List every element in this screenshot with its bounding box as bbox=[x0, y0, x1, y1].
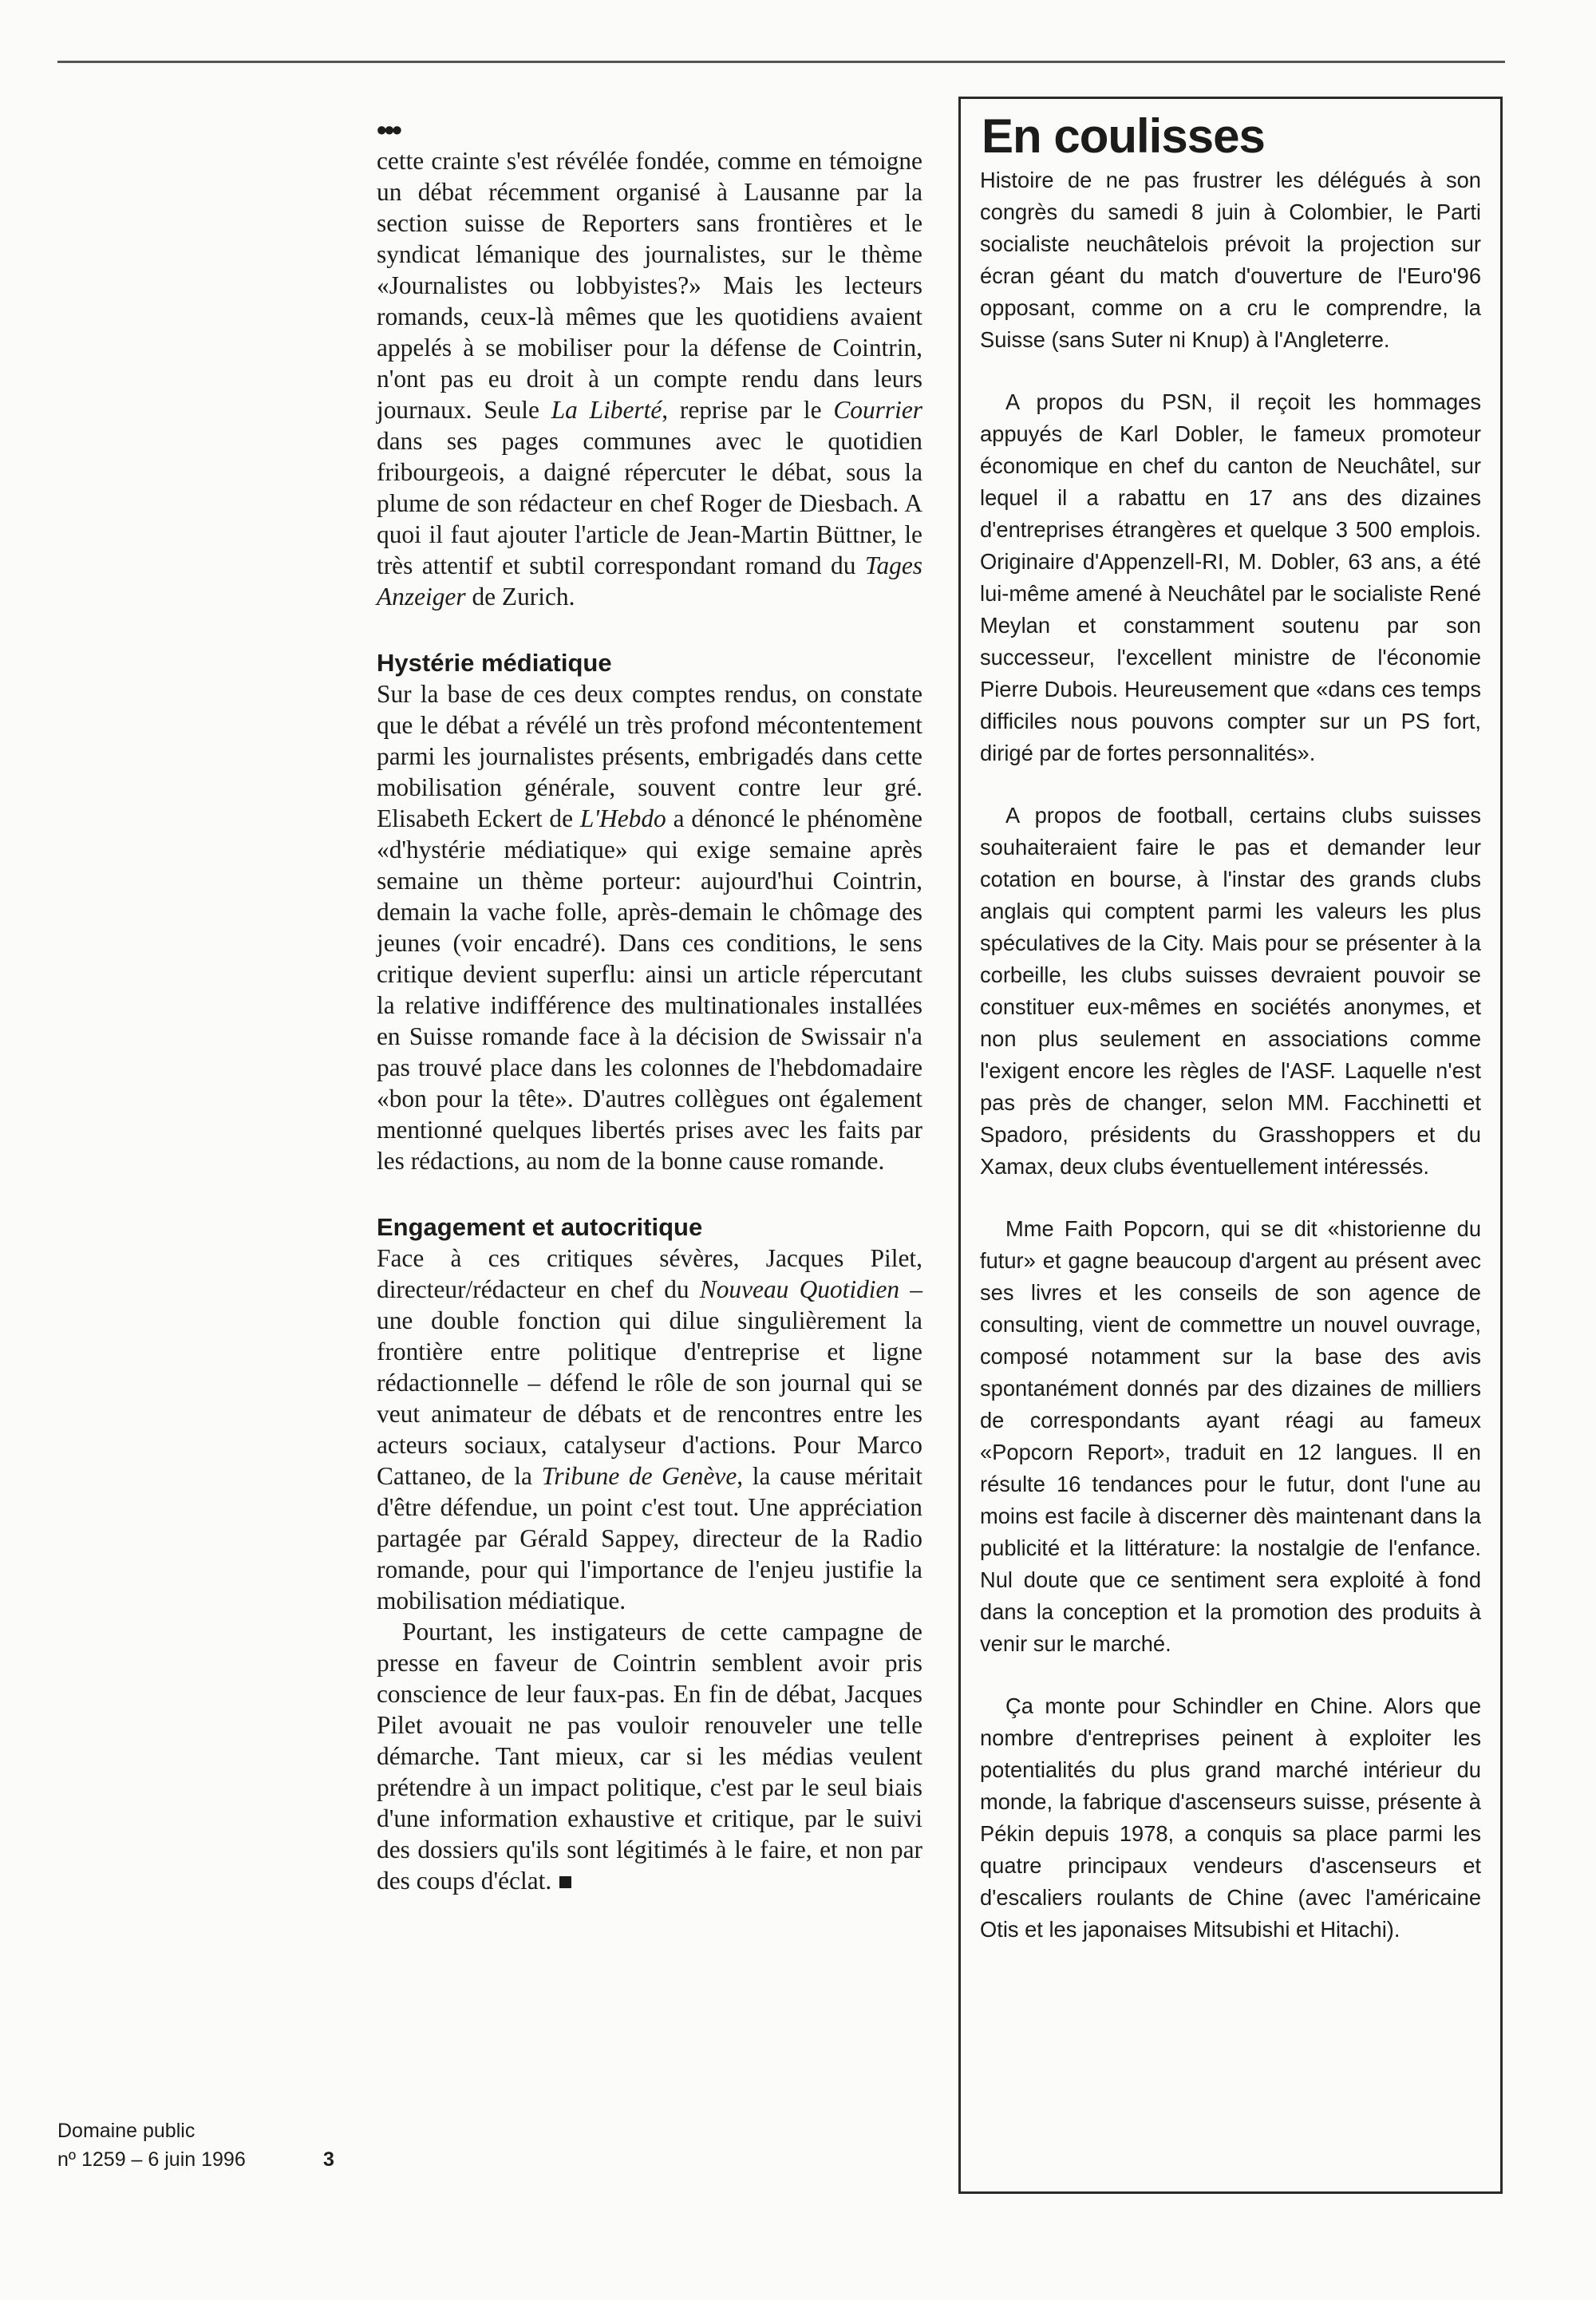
main-article-column bbox=[377, 113, 923, 1896]
hysterie-paragraph: Sur la base de ces deux comptes rendus, on constate que le débat a révélé un très profond mécontentement parmi les journalistes présents, embrigadés dans cette mobilisation générale, souvent contre leur gré. Elisabeth Eckert de L'Hebdo a dénoncé le phénomène «d'hystérie médiatique» qui exige semaine après semaine un thème porteur: aujourd'hui Cointrin, demain la vache folle, après-demain le chômage des jeunes (voir encadré). Dans ces conditions, le sens critique devient superflu: ainsi un article répercutant la relative indifférence des multinationales installées en Suisse romande face à la décision de Swissair n'a pas trouvé place dans les colonnes de l'hebdomadaire «bon pour la tête». D'autres collègues ont également mentionné quelques libertés prises avec les faits par les rédactions, au nom de la bonne cause romande. bbox=[377, 680, 922, 1175]
box-paragraph: Histoire de ne pas frustrer les délégués à son congrès du samedi 8 juin à Colombier, le Parti socialiste neuchâtelois prévoit la projection sur écran géant du match d'ouverture de l'Euro'96 opposant, comme on a cru le comprendre, la Suisse (sans Suter ni Knup) à l'Angleterre. bbox=[980, 168, 1481, 352]
section-heading-engagement: Engagement et autocritique bbox=[377, 1213, 703, 1241]
issue-info: nº 1259 – 6 juin 1996 bbox=[57, 2148, 246, 2171]
engagement-paragraph-2: Pourtant, les instigateurs de cette campagne de presse en faveur de Cointrin semblent avoir pris conscience de leur faux-pas. En fin de débat, Jacques Pilet avouait ne pas vouloir renouveler une telle démarche. Tant mieux, car si les médias veulent prétendre à un impact politique, c'est par le seul biais d'une information exhaustive et critique, par le suivi des dossiers qu'ils sont légitimés à le faire, et non par des coups d'éclat. bbox=[377, 1618, 922, 1895]
box-paragraph: A propos du PSN, il reçoit les hommages appuyés de Karl Dobler, le fameux promoteur économique en chef du canton de Neuchâtel, sur lequel il a rabattu en 17 ans des dizaines d'entreprises étrangères et quelque 3 500 emplois. Originaire d'Appenzell-RI, M. Dobler, 63 ans, a été lui-même amené à Neuchâtel par le socialiste René Meylan et constamment soutenu par son successeur, l'excellent ministre de l'économie Pierre Dubois. Heureusement que «dans ces temps difficiles nous pouvons compter sur un PS fort, dirigé par de fortes personnalités». bbox=[980, 389, 1481, 765]
publication-name: Domaine public bbox=[57, 2120, 196, 2142]
footer-publication-info bbox=[57, 2116, 246, 2174]
box-paragraph: A propos de football, certains clubs suisses souhaiteraient faire le pas et demander leur cotation en bourse, à l'instar des grands clubs anglais qui comptent parmi les valeurs les plus spéculatives de la City. Mais pour se présenter à la corbeille, les clubs suisses devraient pouvoir se constituer eux-mêmes en sociétés anonymes, et non plus seulement en associations comme l'exigent encore les règles de l'ASF. Laquelle n'est pas près de changer, selon MM. Facchinetti et Spadoro, présidents du Grasshoppers et du Xamax, deux clubs éventuellement intéressés. bbox=[980, 803, 1481, 1179]
box-title: En coulisses bbox=[982, 109, 1265, 163]
section-heading-hysterie: Hystérie médiatique bbox=[377, 649, 612, 677]
en-coulisses-box bbox=[958, 97, 1503, 2194]
top-rule bbox=[57, 61, 1505, 63]
box-paragraph: Ça monte pour Schindler en Chine. Alors que nombre d'entreprises peinent à exploiter les potentialités du plus grand marché intérieur du monde, la fabrique d'ascenseurs suisse, présente à Pékin depuis 1978, a conquis sa place parmi les quatre principaux vendeurs d'ascenseurs et d'escaliers roulants de Chine (avec l'américaine Otis et les japonaises Mitsubishi et Hitachi). bbox=[980, 1693, 1481, 1942]
box-paragraph: Mme Faith Popcorn, qui se dit «historienne du futur» et gagne beaucoup d'argent au présent avec ses livres et les conseils de son agence de consulting, vient de commettre un nouvel ouvrage, composé notamment sur la base des avis spontanément donnés par des dizaines de milliers de correspondants ayant réagi au fameux «Popcorn Report», traduit en 12 langues. Il en résulte 16 tendances pour le futur, dont l'une au moins est facile à discerner dès maintenant dans la publicité et la littérature: la nostalgie de l'enfance. Nul doute que ce sentiment sera exploité à fond dans la conception et la promotion des produits à venir sur le marché. bbox=[980, 1216, 1481, 1656]
engagement-paragraph-1: Face à ces critiques sévères, Jacques Pilet, directeur/rédacteur en chef du Nouveau Quotidien – une double fonction qui dilue singulièrement la frontière entre politique d'entreprise et ligne rédactionnelle – défend le rôle de son journal qui se veut animateur de débats et de rencontres entre les acteurs sociaux, catalyseur d'actions. Pour Marco Cattaneo, de la Tribune de Genève, la cause méritait d'être défendue, un point c'est tout. Une appréciation partagée par Gérald Sappey, directeur de la Radio romande, pour qui l'importance de l'enjeu justifie la mobilisation médiatique. bbox=[377, 1244, 923, 1614]
end-of-article-square bbox=[559, 1876, 571, 1888]
page-number: 3 bbox=[323, 2148, 334, 2171]
intro-paragraph: cette crainte s'est révélée fondée, comme en témoigne un débat récemment organisé à Lausanne par la section suisse de Reporters sans frontières et le syndicat lémanique des journalistes, sur le thème «Journalistes ou lobbyistes?» Mais les lecteurs romands, ceux-là mêmes que les quotidiens avaient appelés à se mobiliser pour la défense de Cointrin, n'ont pas eu droit à un compte rendu dans leurs journaux. Seule La Liberté, reprise par le Courrier dans ses pages communes avec le quotidien fribourgeois, a daigné répercuter le débat, sous la plume de son rédacteur en chef Roger de Diesbach. A quoi il faut ajouter l'article de Jean-Martin Büttner, le très attentif et subtil correspondant romand du Tages Anzeiger de Zurich. bbox=[377, 147, 922, 611]
continuation-mark: ••• bbox=[377, 113, 400, 146]
